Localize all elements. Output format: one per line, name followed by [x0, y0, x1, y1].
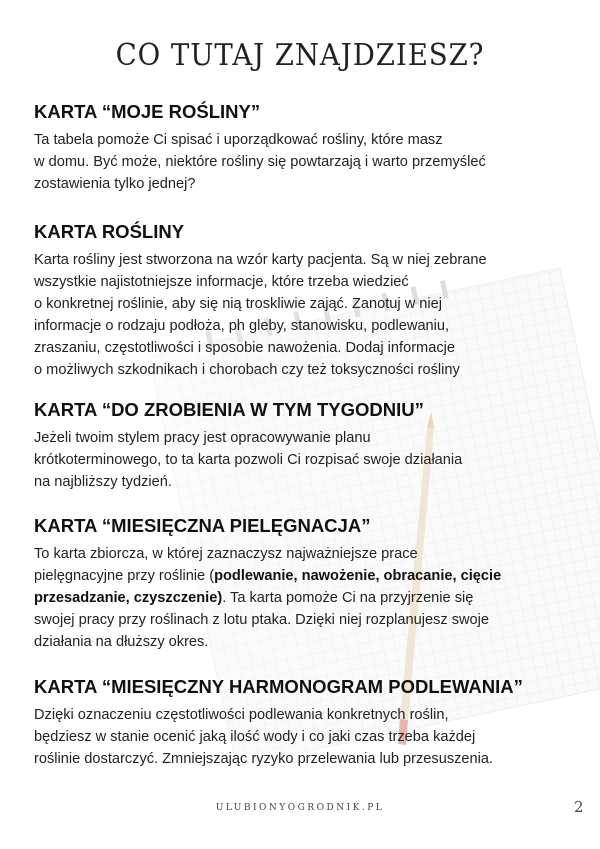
section-miesieczna-pielegnacja	[34, 515, 574, 653]
section-moje-rosliny	[34, 101, 574, 195]
section-body: Jeżeli twoim stylem pracy jest opracowywanie planu krótkoterminowego, to ta karta pozwoli Ci rozpisać swoje działania na najbliższy tydzień.	[34, 430, 463, 490]
section-heading: KARTA “MOJE ROŚLINY”	[34, 101, 261, 122]
section-body: Dzięki oznaczeniu częstotliwości podlewania konkretnych roślin, będziesz w stanie ocenić jaką ilość wody i co jaki czas trzeba każdej roślinie dostarczyć. Zmniejszając ryzyko przelewania lub przesuszenia.	[34, 707, 494, 767]
section-do-zrobienia	[34, 399, 574, 493]
footer-website: ULUBIONYOGRODNIK.PL	[215, 803, 385, 813]
section-body: To karta zbiorcza, w której zaznaczysz najważniejsze prace pielęgnacyjne przy roślinie (podlewanie, nawożenie, obracanie, cięcie przesadzanie, czyszczenie). Ta karta pomoże Ci na przyjrzenie się swojej pracy przy roślinach z lotu ptaka. Dzięki niej rozplanujesz swoje działania na dłuższy okres.	[34, 546, 502, 650]
section-heading: KARTA “MIESIĘCZNY HARMONOGRAM PODLEWANIA”	[34, 676, 523, 697]
section-harmonogram-podlewania	[34, 676, 574, 770]
section-body: Ta tabela pomoże Ci spisać i uporządkować rośliny, które masz w domu. Być może, niektóre rośliny się powtarzają i warto przemyśleć zostawienia tylko jednej?	[34, 132, 486, 192]
page-title: CO TUTAJ ZNAJDZIESZ?	[115, 38, 485, 73]
section-heading: KARTA ROŚLINY	[34, 221, 185, 242]
section-heading: KARTA “MIESIĘCZNA PIELĘGNACJA”	[34, 515, 371, 536]
section-karta-rosliny	[34, 221, 574, 381]
section-heading: KARTA “DO ZROBIENIA W TYM TYGODNIU”	[34, 399, 424, 420]
section-body: Karta rośliny jest stworzona na wzór karty pacjenta. Są w niej zebrane wszystkie najistotniejsze informacje, które trzeba wiedzieć o konkretnej roślinie, aby się nią troskliwie zająć. Zanotuj w niej informacje o rodzaju podłoża, ph gleby, stanowisku, podlewaniu, zraszaniu, częstotliwości i sposobie nawożenia. Dodaj informacje o możliwych szkodnikach i chorobach czy też toksyczności rośliny	[34, 252, 487, 378]
page-number: 2	[574, 798, 584, 816]
